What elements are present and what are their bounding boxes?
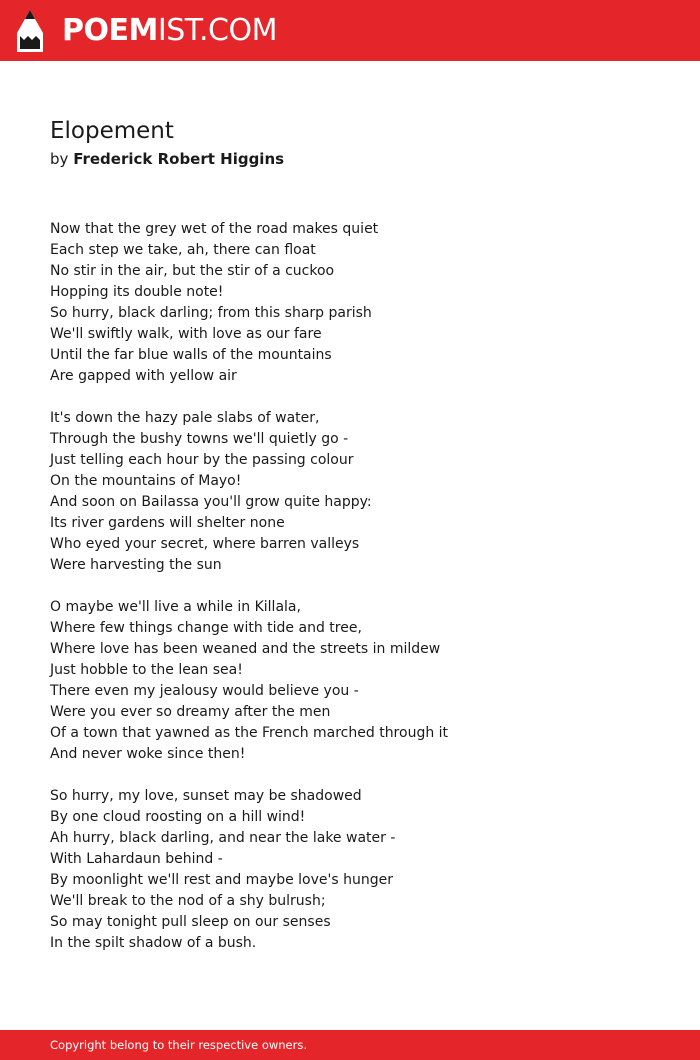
poem-line: Hopping its double note! [50,284,224,300]
poem-line: Where love has been weaned and the streets in mildew [50,641,441,657]
poem-line: Just hobble to the lean sea! [50,662,243,678]
site-footer [0,1030,700,1060]
poem-line: And soon on Bailassa you'll grow quite happy: [50,494,372,510]
poem-line: Ah hurry, black darling, and near the lake water - [50,830,396,846]
poem-line: We'll swiftly walk, with love as our fare [50,326,322,342]
poem-line: Of a town that yawned as the French marched through it [50,725,449,741]
poem-line: Are gapped with yellow air [50,368,237,384]
poem-line: O maybe we'll live a while in Killala, [50,599,301,615]
poem-title: Elopement [50,118,174,144]
poem-line: Until the far blue walls of the mountains [50,347,332,363]
poem-line: No stir in the air, but the stir of a cuckoo [50,263,335,279]
poem-line: By one cloud roosting on a hill wind! [50,809,306,825]
poem-line: It's down the hazy pale slabs of water, [50,410,320,426]
poem-line: Were you ever so dreamy after the men [50,704,331,720]
poem-stanza [50,597,670,765]
poem-line: So may tonight pull sleep on our senses [50,914,331,930]
poem-line: With Lahardaun behind - [50,851,223,867]
poem-line: Where few things change with tide and tree, [50,620,362,636]
brand-light-text: IST.COM [157,13,277,48]
copyright-text: Copyright belong to their respective owners. [50,1038,308,1052]
by-label: by [50,150,69,168]
poem-line: Each step we take, ah, there can float [50,242,316,258]
poem-stanza [50,408,670,576]
poem-line: Just telling each hour by the passing colour [50,452,354,468]
poem-line: Who eyed your secret, where barren valleys [50,536,360,552]
poem-line: So hurry, my love, sunset may be shadowed [50,788,362,804]
poem-stanza [50,786,670,954]
site-logo-text[interactable] [62,11,277,51]
poem-line: Were harvesting the sun [50,557,222,573]
poem-author: Frederick Robert Higgins [73,150,285,168]
pencil-tip-icon[interactable] [16,9,44,53]
poem-line: In the spilt shadow of a bush. [50,935,257,951]
brand-bold-text: POEM [62,13,158,48]
poem-line: So hurry, black darling; from this sharp parish [50,305,372,321]
poem-line: Now that the grey wet of the road makes quiet [50,221,379,237]
poem-line: Its river gardens will shelter none [50,515,285,531]
site-header [0,0,700,61]
poem-line: On the mountains of Mayo! [50,473,242,489]
poem-body [50,219,670,975]
poem-byline [50,148,284,170]
poem-line: Through the bushy towns we'll quietly go - [50,431,349,447]
poem-stanza [50,219,670,387]
poem-line: We'll break to the nod of a shy bulrush; [50,893,326,909]
poem-line: There even my jealousy would believe you - [50,683,359,699]
poem-line: And never woke since then! [50,746,246,762]
poem-line: By moonlight we'll rest and maybe love's hunger [50,872,393,888]
